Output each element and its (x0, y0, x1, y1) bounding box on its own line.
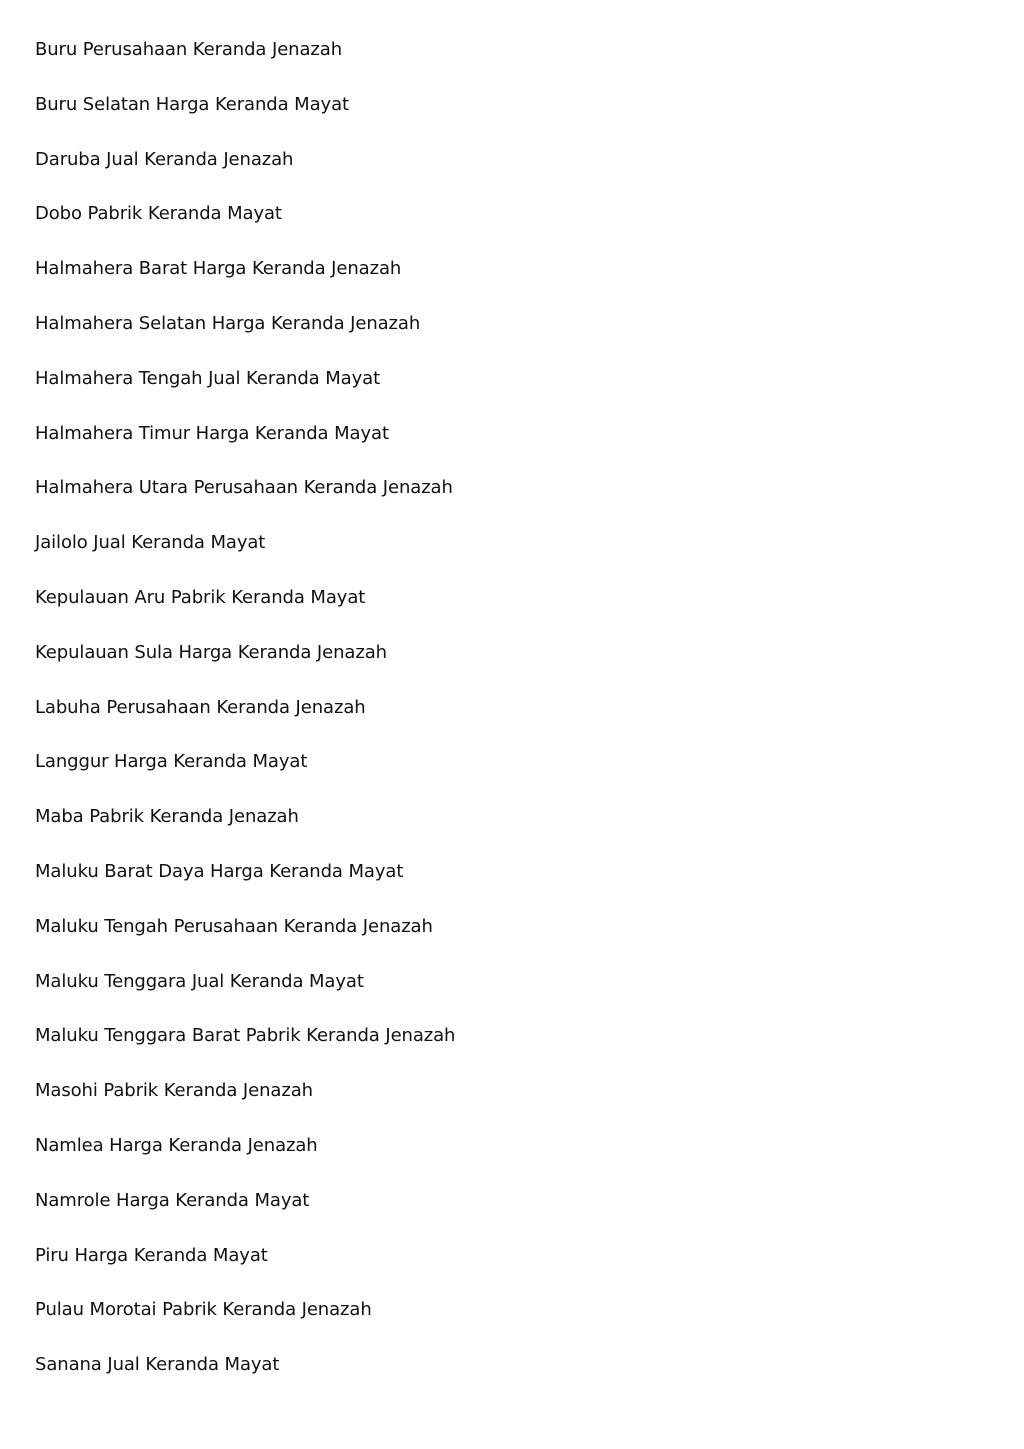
list-item (35, 1022, 455, 1077)
list-item (35, 639, 455, 694)
list-link[interactable]: Langgur Harga Keranda Mayat (35, 751, 308, 773)
list-item (35, 529, 455, 584)
link-list (35, 36, 455, 1406)
list-item (35, 858, 455, 913)
list-item (35, 1242, 455, 1297)
list-item (35, 694, 455, 749)
list-item (35, 255, 455, 310)
list-link[interactable]: Halmahera Barat Harga Keranda Jenazah (35, 258, 402, 280)
list-item (35, 365, 455, 420)
list-item (35, 420, 455, 475)
list-item (35, 146, 455, 201)
list-link[interactable]: Halmahera Utara Perusahaan Keranda Jenazah (35, 477, 453, 499)
list-link[interactable]: Labuha Perusahaan Keranda Jenazah (35, 696, 366, 718)
list-item (35, 584, 455, 639)
list-link[interactable]: Namlea Harga Keranda Jenazah (35, 1134, 318, 1156)
list-link[interactable]: Halmahera Selatan Harga Keranda Jenazah (35, 312, 421, 334)
list-item (35, 913, 455, 968)
list-item (35, 748, 455, 803)
list-item (35, 36, 455, 91)
list-link[interactable]: Maba Pabrik Keranda Jenazah (35, 806, 299, 828)
list-link[interactable]: Dobo Pabrik Keranda Mayat (35, 203, 282, 225)
list-item (35, 1351, 455, 1406)
list-item (35, 200, 455, 255)
list-link[interactable]: Pulau Morotai Pabrik Keranda Jenazah (35, 1299, 372, 1321)
list-link[interactable]: Daruba Jual Keranda Jenazah (35, 148, 294, 170)
list-link[interactable]: Namrole Harga Keranda Mayat (35, 1189, 310, 1211)
list-link[interactable]: Maluku Tengah Perusahaan Keranda Jenazah (35, 915, 433, 937)
list-link[interactable]: Maluku Tenggara Jual Keranda Mayat (35, 970, 364, 992)
list-item (35, 1296, 455, 1351)
list-link[interactable]: Masohi Pabrik Keranda Jenazah (35, 1080, 313, 1102)
list-link[interactable]: Piru Harga Keranda Mayat (35, 1244, 268, 1266)
list-link[interactable]: Maluku Tenggara Barat Pabrik Keranda Jenazah (35, 1025, 456, 1047)
list-item (35, 1132, 455, 1187)
list-item (35, 968, 455, 1023)
list-item (35, 1077, 455, 1132)
list-item (35, 1187, 455, 1242)
list-link[interactable]: Maluku Barat Daya Harga Keranda Mayat (35, 860, 404, 882)
list-link[interactable]: Buru Perusahaan Keranda Jenazah (35, 39, 342, 60)
list-link[interactable]: Sanana Jual Keranda Mayat (35, 1354, 280, 1376)
list-item (35, 310, 455, 365)
list-link[interactable]: Halmahera Timur Harga Keranda Mayat (35, 422, 389, 444)
list-link[interactable]: Halmahera Tengah Jual Keranda Mayat (35, 367, 381, 389)
list-item (35, 474, 455, 529)
list-link[interactable]: Jailolo Jual Keranda Mayat (35, 532, 266, 554)
list-link[interactable]: Buru Selatan Harga Keranda Mayat (35, 93, 349, 115)
list-item (35, 803, 455, 858)
list-link[interactable]: Kepulauan Aru Pabrik Keranda Mayat (35, 586, 366, 608)
list-item (35, 91, 455, 146)
list-link[interactable]: Kepulauan Sula Harga Keranda Jenazah (35, 641, 387, 663)
